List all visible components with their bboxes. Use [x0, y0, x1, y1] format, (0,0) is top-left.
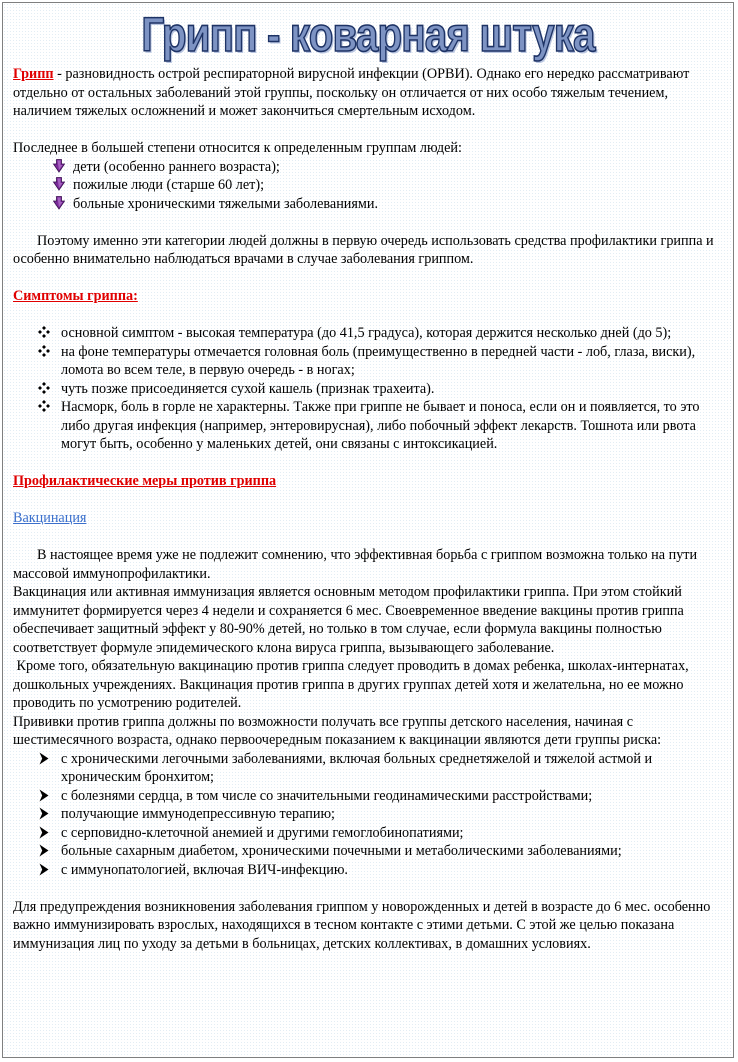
list-item: на фоне температуры отмечается головная боль (преимущественно в передней части - лоб, глаза, виски), ломота во всем теле, в первую очередь - в ногах; — [13, 343, 723, 380]
page-title: Грипп - коварная штука — [141, 9, 595, 62]
final-paragraph: Для предупреждения возникновения заболевания гриппом у новорожденных и детей в возрасте до 6 мес. особенно важно иммунизировать взрослых, находящихся в тесном контакте с этими детьми. С этой же целью показана иммунизация лиц по уходу за детьми в больницах, детских коллективах, в домашних условиях. — [13, 898, 711, 952]
purple-arrow-bullet-icon — [53, 159, 65, 173]
symptoms-list — [13, 324, 723, 454]
purple-arrow-bullet-icon — [53, 196, 65, 210]
list-item: с болезнями сердца, в том числе со значительными геодинамическими расстройствами; — [13, 787, 723, 806]
risk-groups-list — [13, 750, 723, 880]
vaccination-link[interactable]: Вакцинация — [13, 510, 87, 526]
list-item: с серповидно-клеточной анемией и другими гемоглобинопатиями; — [13, 824, 723, 843]
four-diamond-bullet-icon — [38, 400, 50, 412]
intro-term: Грипп — [13, 66, 54, 82]
document-frame — [2, 2, 734, 1058]
vaccination-paragraph: Прививки против гриппа должны по возможности получать все группы детского населения, начиная с шестимесячного возраста, однако первоочередным показанием к вакцинации являются дети группы риска: — [13, 713, 662, 748]
intro-text: - разновидность острой респираторной вирусной инфекции (ОРВИ). Однако его нередко рассматривают отдельно от остальных заболеваний этой группы, поскольку он отличается от них особо тяжелым течением, наличием тяжелых осложнений и может закончиться смертельным исходом. — [13, 66, 690, 119]
list-item: основной симптом - высокая температура (до 41,5 градуса), которая держится несколько дней (до 5); — [13, 324, 723, 343]
four-diamond-bullet-icon — [38, 345, 50, 357]
arrowhead-bullet-icon — [39, 807, 49, 820]
list-item: чуть позже присоединяется сухой кашель (признак трахеита). — [13, 380, 723, 399]
four-diamond-bullet-icon — [38, 326, 50, 338]
arrowhead-bullet-icon — [39, 826, 49, 839]
prevention-heading: Профилактические меры против гриппа — [13, 473, 277, 489]
purple-arrow-bullet-icon — [53, 177, 65, 191]
four-diamond-bullet-icon — [38, 382, 50, 394]
arrowhead-bullet-icon — [39, 844, 49, 857]
list-item: с иммунопатологией, включая ВИЧ-инфекцию. — [13, 861, 723, 880]
arrowhead-bullet-icon — [39, 752, 49, 765]
groups-intro: Последнее в большей степени относится к определенным группам людей: — [13, 140, 462, 156]
vaccination-heading[interactable] — [13, 509, 723, 528]
vaccination-paragraph: Кроме того, обязательную вакцинацию против гриппа следует проводить в домах ребенка, школах-интернатах, дошкольных учреждениях. Вакцинация против гриппа в других группах детей хотя и желательна, но ее можно проводить по усмотрению родителей. — [13, 658, 693, 711]
vaccination-paragraph: В настоящее время уже не подлежит сомнению, что эффективная борьба с гриппом возможна только на пути массовой иммунопрофилактики. — [13, 547, 698, 582]
groups-list — [13, 158, 723, 214]
list-item: дети (особенно раннего возраста); — [13, 158, 723, 177]
list-item: получающие иммунодепрессивную терапию; — [13, 805, 723, 824]
list-item: больные хроническими тяжелыми заболеваниями. — [13, 195, 723, 214]
arrowhead-bullet-icon — [39, 863, 49, 876]
list-item: Насморк, боль в горле не характерны. Также при гриппе не бывает и поноса, если он и появляется, то это либо другая инфекция (например, энтеровирусная), либо побочный эффект лекарств. Тошнота или рвота могут быть, особенно у маленьких детей, они связаны с интоксикацией. — [13, 398, 723, 454]
groups-conclusion: Поэтому именно эти категории людей должны в первую очередь использовать средства профилактики гриппа и особенно внимательно наблюдаться врачами в случае заболевания гриппом. — [13, 232, 714, 267]
arrowhead-bullet-icon — [39, 789, 49, 802]
vaccination-paragraph: Вакцинация или активная иммунизация является основным методом профилактики гриппа. При этом стойкий иммунитет формируется через 4 недели и сохраняется 6 мес. Своевременное введение вакцины против гриппа обеспечивает защитный эффект у 80-90% детей, но только в том случае, если формула вакцины полностью соответствует формуле эпидемического клона вируса гриппа, вызывающего заболевание. — [13, 584, 684, 656]
document-body — [3, 65, 733, 953]
list-item: пожилые люди (старше 60 лет); — [13, 176, 723, 195]
symptoms-heading: Симптомы гриппа: — [13, 288, 138, 304]
intro-paragraph — [13, 65, 723, 121]
list-item: больные сахарным диабетом, хроническими почечными и метаболическими заболеваниями; — [13, 842, 723, 861]
list-item: с хроническими легочными заболеваниями, включая больных среднетяжелой и тяжелой астмой и хроническим бронхитом; — [13, 750, 723, 787]
